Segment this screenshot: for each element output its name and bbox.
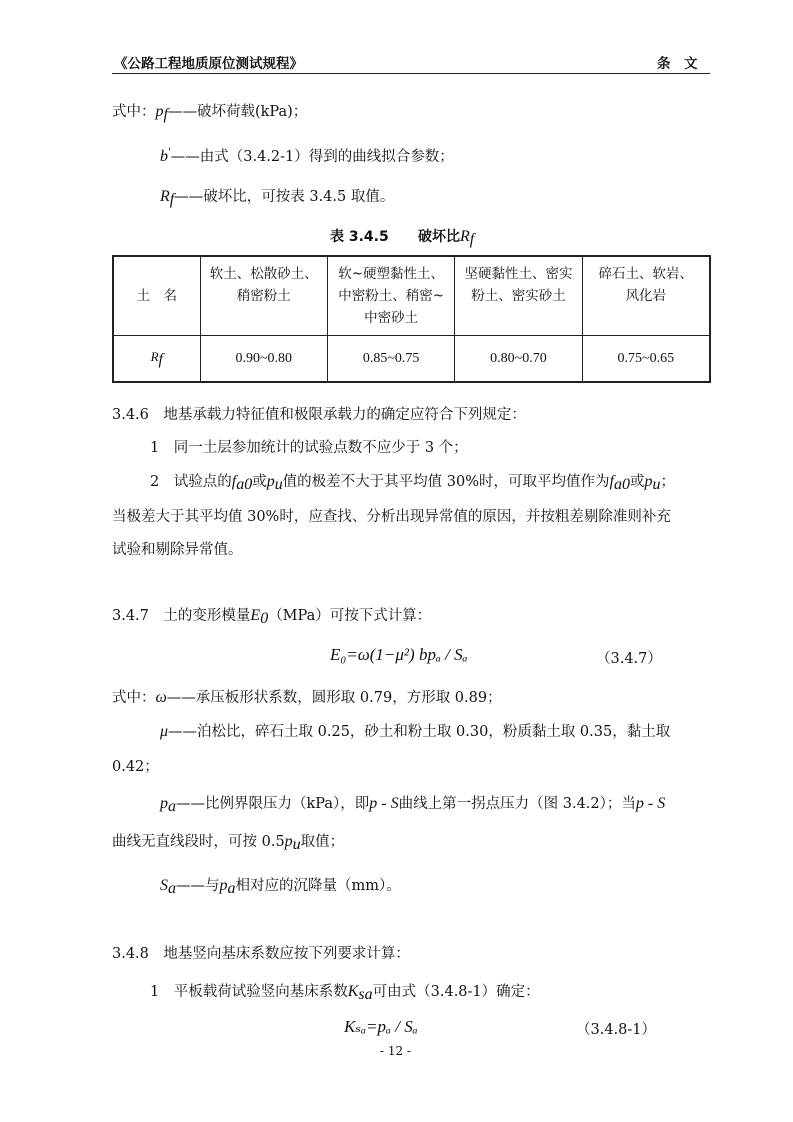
definition-rf: $R_f——$破坏比，可按表 3.4.5 取值。: [160, 188, 395, 208]
table-cell: 0.80~0.70: [455, 336, 582, 383]
table-cell: 0.90~0.80: [200, 336, 327, 383]
table-column-header: 碎石土、软岩、 风化岩: [582, 256, 710, 336]
table-column-header: 坚硬黏性土、密实 粉土、密实砂土: [455, 256, 582, 336]
section-label: 条 文: [657, 56, 698, 72]
section-3-4-6-title: 3.4.6 地基承载力特征值和极限承载力的确定应符合下列规定：: [112, 407, 526, 423]
soil-name-header: 土 名: [113, 256, 200, 336]
formula-number-3-4-8-1: （3.4.8-1）: [576, 1022, 657, 1038]
section-3-4-6-item-2-cont: 试验和剔除异常值。: [112, 542, 243, 558]
table-header-row: [113, 256, 710, 336]
header-rule: [112, 73, 710, 74]
formula-3-4-7: E₀=ω(1−μ²) bpₐ / Sₐ: [330, 645, 468, 664]
section-3-4-8-title: 3.4.8 地基竖向基床系数应按下列要求计算：: [112, 946, 410, 962]
definition-mu: μ——泊松比，碎石土取 0.25，砂土和粉土取 0.30，粉质黏土取 0.35，黏土取: [160, 723, 671, 740]
formula-number-3-4-7: （3.4.7）: [596, 651, 662, 667]
failure-ratio-table: [112, 255, 711, 383]
definition-sa: $S_a——$与$p_a$相对应的沉降量（mm）。: [160, 877, 401, 897]
table-column-header: 软土、松散砂土、 稍密粉土: [200, 256, 327, 336]
table-caption: 表 3.4.5 破坏比$R_f$: [330, 228, 475, 248]
page-number: - 12 -: [380, 1044, 412, 1058]
definition-pa: $p_a——$比例界限压力（kPa），即p - S曲线上第一拐点压力（图 3.4.2）；当p - S: [160, 795, 666, 815]
rf-row-label: $R_f$: [113, 336, 200, 383]
section-3-4-8-item-1: 1 平板载荷试验竖向基床系数$K_{sa}$可由式（3.4.8-1）确定：: [150, 983, 540, 1003]
table-row: [113, 336, 710, 383]
section-3-4-7-title: 3.4.7 土的变形模量$E_0(MPa)$可按下式计算：: [112, 607, 432, 627]
section-3-4-6-item-1: 1 同一土层参加统计的试验点数不应少于 3 个；: [150, 440, 468, 456]
formula-3-4-8-1: Kₛₐ=pₐ / Sₐ: [344, 1017, 418, 1036]
table-column-header: 软~硬塑黏性土、 中密粉土、稍密~ 中密砂土: [327, 256, 454, 336]
definition-b: b'——由式（3.4.2-1）得到的曲线拟合参数；: [160, 147, 454, 165]
definition-pa-cont: 曲线无直线段时，可按 $0.5p_u$取值；: [112, 833, 345, 853]
table-cell: 0.85~0.75: [327, 336, 454, 383]
definition-omega: 式中：ω——承压板形状系数，圆形取 0.79，方形取 0.89；: [112, 689, 502, 706]
section-3-4-6-item-2-cont: 当极差大于其平均值 30%时，应查找、分析出现异常值的原因，并按粗差剔除准则补充: [112, 509, 671, 525]
definition-pf: 式中：$p_f——$破坏荷载(kPa)；: [112, 103, 308, 123]
table-cell: 0.75~0.65: [582, 336, 710, 383]
definition-mu-cont: 0.42；: [112, 759, 159, 775]
document-title: 《公路工程地质原位测试规程》: [114, 56, 303, 72]
section-3-4-6-item-2: 2 试验点的$f_{a0}$或$p_u$值的极差不大于其平均值 30%时，可取平均值作为$f_{a0}$或$p_u$；: [150, 473, 675, 493]
